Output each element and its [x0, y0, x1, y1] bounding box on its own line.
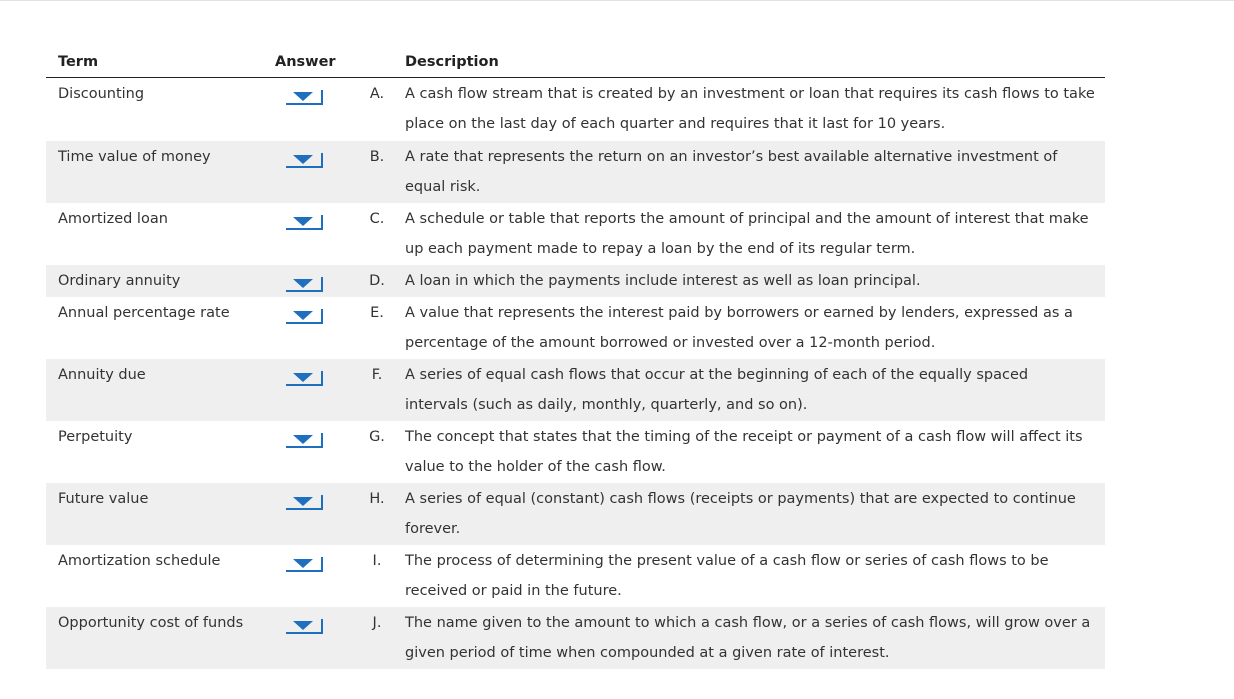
description-letter: C. — [369, 211, 385, 227]
answer-dropdown[interactable] — [286, 150, 323, 168]
term-label: Ordinary annuity — [58, 273, 181, 289]
table-row — [46, 607, 1105, 669]
term-label: Time value of money — [58, 149, 211, 165]
table-row — [46, 297, 1105, 359]
answer-dropdown[interactable] — [286, 430, 323, 448]
answer-dropdown[interactable] — [286, 492, 323, 510]
caret-down-icon — [293, 155, 313, 164]
description-text: A cash flow stream that is created by an investment or loan that requires its cash flows to take place on the last day of each quarter and requires that it last for 10 years. — [405, 86, 1095, 132]
answer-dropdown[interactable] — [286, 554, 323, 572]
description-text: The process of determining the present value of a cash flow or series of cash flows to be received or paid in the future. — [405, 553, 1049, 599]
description-letter: D. — [369, 273, 385, 289]
description-text: A series of equal cash flows that occur at the beginning of each of the equally spaced intervals (such as daily, monthly, quarterly, and so on). — [405, 367, 1029, 413]
term-label: Amortized loan — [58, 211, 168, 227]
description-text: The name given to the amount to which a cash flow, or a series of cash flows, will grow over a given period of time when compounded at a given rate of interest. — [405, 615, 1091, 661]
term-label: Annual percentage rate — [58, 305, 230, 321]
table-row — [46, 483, 1105, 545]
table-row — [46, 421, 1105, 483]
table-row — [46, 141, 1105, 203]
answer-dropdown[interactable] — [286, 616, 323, 634]
description-text: A loan in which the payments include interest as well as loan principal. — [405, 273, 921, 289]
term-label: Future value — [58, 491, 149, 507]
answer-dropdown[interactable] — [286, 212, 323, 230]
table-row — [46, 265, 1105, 297]
description-letter: G. — [369, 429, 385, 445]
description-text: The concept that states that the timing of the receipt or payment of a cash flow will affect its value to the holder of the cash flow. — [405, 429, 1083, 475]
caret-down-icon — [293, 559, 313, 568]
table-row — [46, 359, 1105, 421]
description-text: A rate that represents the return on an investor’s best available alternative investment of equal risk. — [405, 149, 1058, 195]
term-label: Perpetuity — [58, 429, 133, 445]
header-term: Term — [58, 54, 99, 70]
term-label: Opportunity cost of funds — [58, 615, 244, 631]
term-label: Discounting — [58, 86, 145, 102]
matching-table — [46, 49, 1105, 669]
caret-down-icon — [293, 621, 313, 630]
term-label: Amortization schedule — [58, 553, 221, 569]
answer-dropdown[interactable] — [286, 87, 323, 105]
answer-dropdown[interactable] — [286, 306, 323, 324]
table-header — [46, 49, 1105, 78]
term-label: Annuity due — [58, 367, 146, 383]
caret-down-icon — [293, 311, 313, 320]
description-letter: B. — [369, 149, 385, 165]
caret-down-icon — [293, 217, 313, 226]
caret-down-icon — [293, 373, 313, 382]
description-text: A series of equal (constant) cash flows (receipts or payments) that are expected to continue forever. — [405, 491, 1076, 537]
table-row — [46, 545, 1105, 607]
header-description: Description — [405, 54, 499, 70]
description-text: A value that represents the interest paid by borrowers or earned by lenders, expressed as a percentage of the amount borrowed or invested over a 12-month period. — [405, 305, 1073, 351]
answer-dropdown[interactable] — [286, 368, 323, 386]
header-answer: Answer — [275, 54, 336, 70]
description-letter: F. — [371, 367, 383, 383]
caret-down-icon — [293, 497, 313, 506]
caret-down-icon — [293, 279, 313, 288]
table-row — [46, 203, 1105, 265]
answer-dropdown[interactable] — [286, 274, 323, 292]
description-letter: H. — [369, 491, 385, 507]
description-letter: A. — [369, 86, 385, 102]
caret-down-icon — [293, 92, 313, 101]
description-text: A schedule or table that reports the amount of principal and the amount of interest that make up each payment made to repay a loan by the end of its regular term. — [405, 211, 1089, 257]
description-letter: I. — [372, 553, 382, 569]
top-divider — [0, 0, 1234, 1]
caret-down-icon — [293, 435, 313, 444]
description-letter: J. — [372, 615, 382, 631]
table-row — [46, 78, 1105, 141]
description-letter: E. — [370, 305, 384, 321]
